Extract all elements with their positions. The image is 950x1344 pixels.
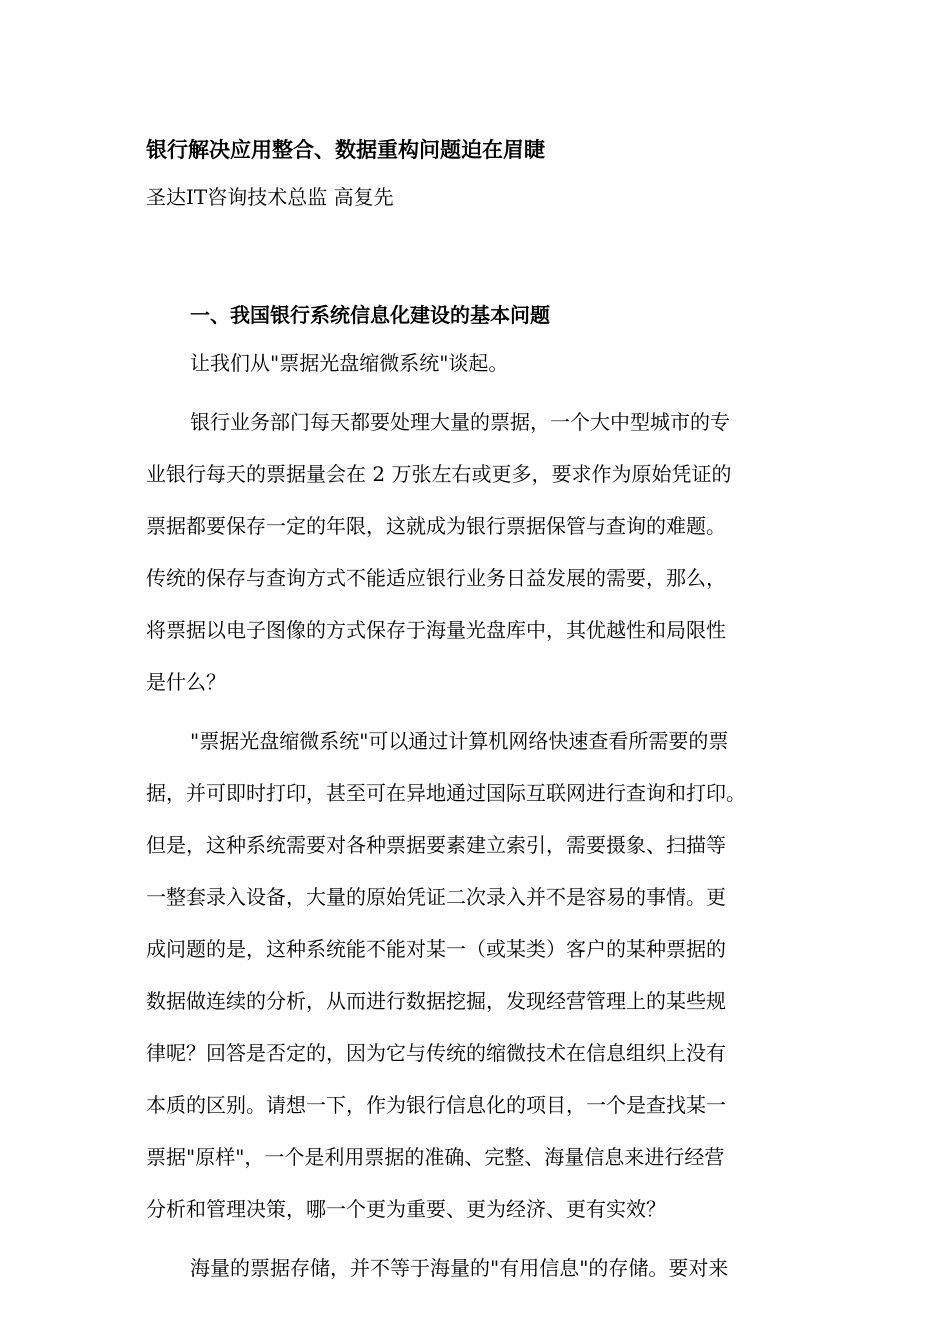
paragraph-line: 但是，这种系统需要对各种票据要素建立索引，需要摄象、扫描等 <box>146 833 726 857</box>
paragraph-line: 据，并可即时打印，甚至可在异地通过国际互联网进行查询和打印。 <box>146 781 746 805</box>
paragraph-line: 一整套录入设备，大量的原始凭证二次录入并不是容易的事情。更 <box>146 885 726 909</box>
paragraph-line: 将票据以电子图像的方式保存于海量光盘库中，其优越性和局限性 <box>146 618 726 642</box>
paragraph-bill-volume <box>146 396 806 708</box>
paragraph-line: 票据"原样"，一个是利用票据的准确、完整、海量信息来进行经营 <box>146 1145 725 1169</box>
paragraph-line: 业银行每天的票据量会在 2 万张左右或更多，要求作为原始凭证的 <box>146 462 732 486</box>
paragraph-line: 传统的保存与查询方式不能适应银行业务日益发展的需要，那么， <box>146 566 726 590</box>
document-title: 银行解决应用整合、数据重构问题迫在眉睫 <box>146 137 545 162</box>
document-body <box>146 130 806 1294</box>
paragraph-microfilm-system <box>146 715 806 1235</box>
paragraph-massive-storage <box>146 1242 806 1294</box>
paragraph-line: 律呢？回答是否定的，因为它与传统的缩微技术在信息组织上没有 <box>146 1041 726 1065</box>
paragraph-line: 本质的区别。请想一下，作为银行信息化的项目，一个是查找某一 <box>146 1093 726 1117</box>
paragraph-line: 让我们从"票据光盘缩微系统"谈起。 <box>190 351 509 375</box>
paragraph-line: 成问题的是，这种系统能不能对某一（或某类）客户的某种票据的 <box>146 937 726 961</box>
paragraph-line: 票据都要保存一定的年限，这就成为银行票据保管与查询的难题。 <box>146 514 726 538</box>
paragraph-line: 银行业务部门每天都要处理大量的票据，一个大中型城市的专 <box>190 410 730 434</box>
paragraph-line: 海量的票据存储，并不等于海量的"有用信息"的存储。要对来 <box>190 1256 729 1280</box>
paragraph-intro <box>146 337 806 389</box>
author-byline: 圣达IT咨询技术总监 高复先 <box>146 185 394 209</box>
paragraph-line: 数据做连续的分析，从而进行数据挖掘，发现经营管理上的某些规 <box>146 989 726 1013</box>
section-heading: 一、我国银行系统信息化建设的基本问题 <box>190 303 550 327</box>
paragraph-line: "票据光盘缩微系统"可以通过计算机网络快速查看所需要的票 <box>190 729 729 753</box>
paragraph-line: 分析和管理决策，哪一个更为重要、更为经济、更有实效？ <box>146 1197 666 1221</box>
paragraph-line: 是什么？ <box>146 670 226 694</box>
